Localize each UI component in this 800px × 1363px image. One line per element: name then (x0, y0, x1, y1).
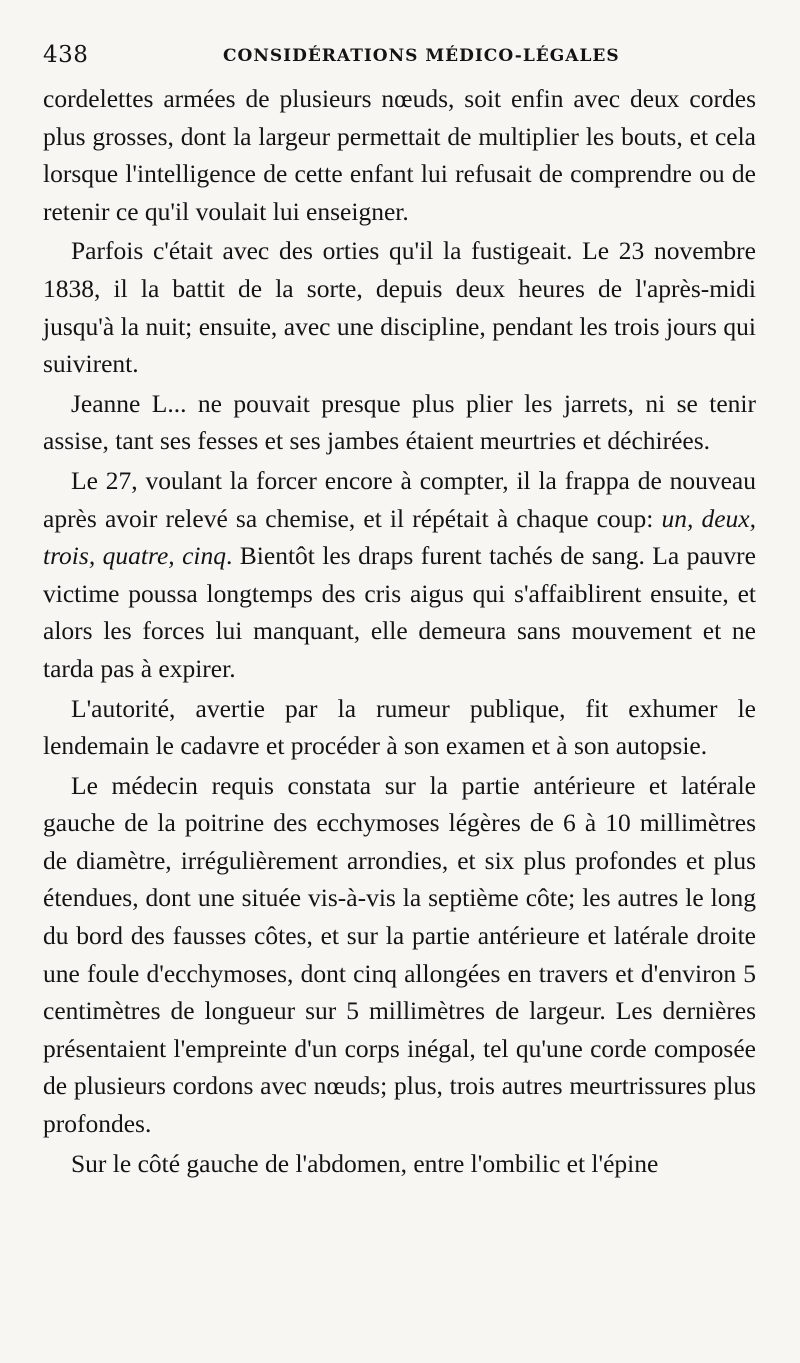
paragraph-2: Parfois c'était avec des orties qu'il la fustigeait. Le 23 novembre 1838, il la battit de la sorte, depuis deux heures de l'après-midi jusqu'à la nuit; ensuite, avec une discipline, pendant les trois jours qui suivirent. (43, 236, 756, 379)
page-header (43, 36, 756, 70)
paragraph-4-start: Le 27, voulant la forcer encore à compter, il la frappa de nouveau après avoir relevé sa chemise, et il répétait à chaque coup: (43, 465, 756, 533)
running-head: CONSIDÉRATIONS MÉDICO-LÉGALES (223, 46, 620, 66)
paragraph-4-end: . Bientôt les draps furent tachés de sang. La pauvre victime poussa longtemps des cris aigus qui s'affaiblirent ensuite, et alors les forces lui manquant, elle demeura sans mouvement et ne tarda pas à expirer. (43, 541, 756, 683)
page-number: 438 (43, 42, 89, 68)
paragraph-3: Jeanne L... ne pouvait presque plus plier les jarrets, ni se tenir assise, tant ses fesses et ses jambes étaient meurtries et déchirées. (43, 388, 756, 456)
paragraph-1: cordelettes armées de plusieurs nœuds, soit enfin avec deux cordes plus grosses, dont la largeur permettait de multiplier les bouts, et cela lorsque l'intelligence de cette enfant lui refusait de comprendre ou de retenir ce qu'il voulait lui enseigner. (43, 84, 756, 226)
paragraph-4 (43, 462, 756, 688)
paragraph-4-italic: un, deux, trois, quatre, cinq (43, 503, 757, 571)
paragraph-5: L'autorité, avertie par la rumeur publique, fit exhumer le lendemain le cadavre et procéder à son examen et à son autopsie. (43, 693, 756, 761)
paragraph-7: Sur le côté gauche de l'abdomen, entre l'ombilic et l'épine (71, 1148, 659, 1178)
body-text (43, 80, 756, 1182)
paragraph-6: Le médecin requis constata sur la partie antérieure et latérale gauche de la poitrine des ecchymoses légères de 6 à 10 millimètres de diamètre, irrégulièrement arrondies, et six plus profondes et plus étendues, dont une située vis-à-vis la septième côte; les autres le long du bord des fausses côtes, et sur la partie antérieure et latérale droite une foule d'ecchymoses, dont cinq allongées en travers et d'environ 5 centimètres de longueur sur 5 millimètres de largeur. Les dernières présentaient l'empreinte d'un corps inégal, tel qu'une corde composée de plusieurs cordons avec nœuds; plus, trois autres meurtrissures plus profondes. (43, 770, 756, 1139)
